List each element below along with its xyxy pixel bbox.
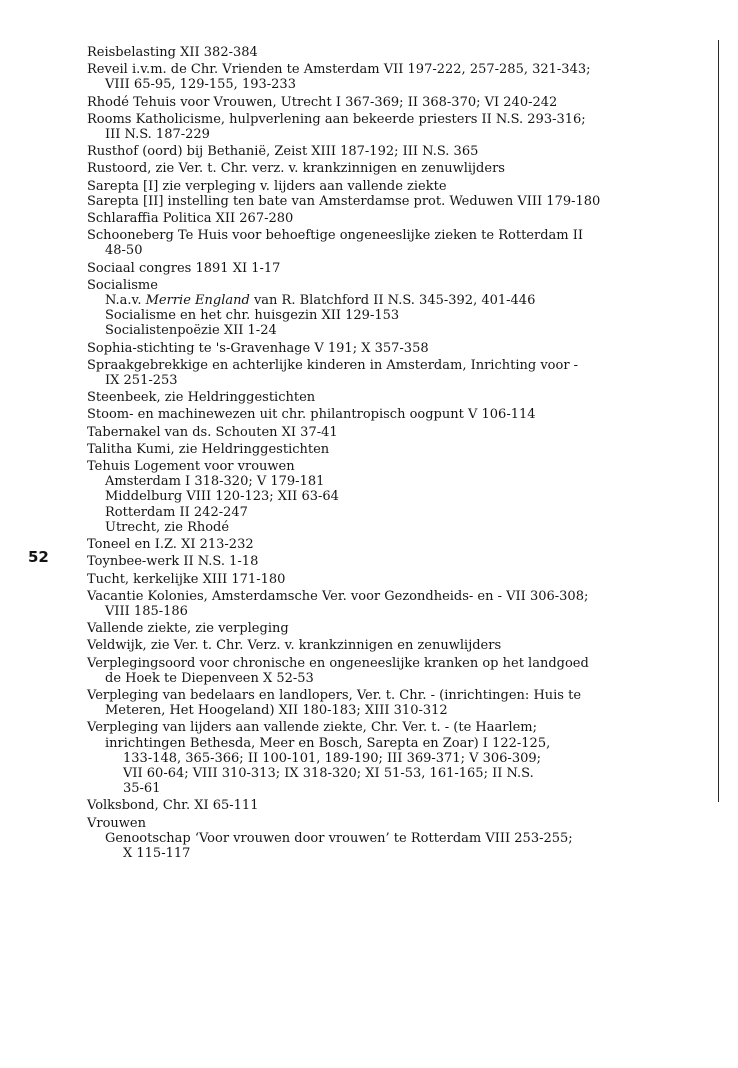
index-list	[87, 45, 692, 863]
page-number: 52	[28, 548, 49, 566]
sub-entry: Socialisme en het chr. huisgezin XII 129-153	[105, 308, 400, 324]
index-entry	[87, 161, 692, 176]
index-entry	[87, 144, 692, 159]
index-entry	[87, 442, 692, 457]
margin-rule	[718, 40, 719, 802]
entry-line: 48-50	[105, 243, 143, 259]
entry-line: de Hoek te Diepenveen X 52-53	[105, 670, 314, 686]
sub-entry-suffix: van R. Blatchford II N.S. 345-392, 401-446	[249, 293, 536, 309]
entry-line: Reisbelasting XII 382-384	[87, 45, 258, 60]
index-entry	[87, 358, 692, 388]
entry-line: IX 251-253	[105, 373, 178, 389]
entry-line: Spraakgebrekkige en achterlijke kinderen in Amsterdam, Inrichting voor -	[87, 357, 579, 373]
index-entry	[87, 194, 692, 209]
entry-line: Talitha Kumi, zie Heldringgestichten	[87, 441, 330, 457]
entry-line: Rooms Katholicisme, hulpverlening aan bekeerde priesters II N.S. 293-316;	[87, 111, 586, 127]
entry-line: Verpleging van lijders aan vallende ziekte, Chr. Ver. t. - (te Haarlem;	[87, 720, 538, 736]
sub-entry-prefix: N.a.v.	[105, 293, 146, 309]
entry-line: Schlaraffia Politica XII 267-280	[87, 211, 294, 227]
entry-line: VIII 65-95, 129-155, 193-233	[105, 77, 296, 93]
entry-line: Steenbeek, zie Heldringgestichten	[87, 390, 316, 406]
index-entry	[87, 95, 692, 110]
index-entry	[87, 688, 692, 718]
sub-entry	[87, 293, 692, 308]
entry-line: Vacantie Kolonies, Amsterdamsche Ver. voor Gezondheids- en - VII 306-308;	[87, 588, 589, 604]
index-entry	[87, 589, 692, 619]
index-entry	[87, 45, 692, 60]
entry-line: Rhodé Tehuis voor Vrouwen, Utrecht I 367-369; II 368-370; VI 240-242	[87, 94, 558, 110]
sub-entry: Rotterdam II 242-247	[105, 504, 248, 520]
entry-line: Schooneberg Te Huis voor behoeftige ongeneeslijke zieken te Rotterdam II	[87, 228, 584, 244]
entry-line: Verplegingsoord voor chronische en ongeneeslijke kranken op het landgoed	[87, 655, 589, 671]
index-entry	[87, 62, 692, 92]
index-entry	[87, 638, 692, 653]
entry-line: Veldwijk, zie Ver. t. Chr. Verz. v. krankzinnigen en zenuwlijders	[87, 638, 502, 654]
book-title: Merrie England	[145, 293, 250, 309]
index-entry	[87, 261, 692, 276]
entry-line: Reveil i.v.m. de Chr. Vrienden te Amsterdam VII 197-222, 257-285, 321-343;	[87, 62, 591, 78]
sub-entry: Amsterdam I 318-320; V 179-181	[105, 474, 325, 490]
index-entry	[87, 278, 692, 339]
index-entry	[87, 621, 692, 636]
entry-line: VIII 185-186	[105, 603, 188, 619]
entry-line: Toynbee-werk II N.S. 1-18	[87, 554, 259, 570]
index-entry	[87, 720, 692, 796]
entry-line: Verpleging van bedelaars en landlopers, Ver. t. Chr. - (inrichtingen: Huis te	[87, 687, 582, 703]
sub-entry: 35-61	[123, 781, 161, 797]
entry-line: Volksbond, Chr. XI 65-111	[87, 798, 259, 814]
index-entry	[87, 459, 692, 535]
index-entry	[87, 425, 692, 440]
entry-line: Sarepta [II] instelling ten bate van Amsterdamse prot. Weduwen VIII 179-180	[87, 193, 601, 209]
index-entry	[87, 341, 692, 356]
index-entry	[87, 656, 692, 686]
index-entry	[87, 816, 692, 862]
sub-entry: Middelburg VIII 120-123; XII 63-64	[105, 489, 339, 505]
index-entry	[87, 211, 692, 226]
entry-line: Rusthof (oord) bij Bethanië, Zeist XIII 187-192; III N.S. 365	[87, 144, 479, 160]
sub-entry: inrichtingen Bethesda, Meer en Bosch, Sarepta en Zoar) I 122-125,	[105, 735, 551, 751]
index-entry	[87, 407, 692, 422]
sub-entry: Utrecht, zie Rhodé	[105, 519, 230, 535]
index-entry	[87, 554, 692, 569]
index-entry	[87, 112, 692, 142]
entry-line: Meteren, Het Hoogeland) XII 180-183; XIII 310-312	[105, 703, 448, 719]
entry-line: Rustoord, zie Ver. t. Chr. verz. v. krankzinnigen en zenuwlijders	[87, 161, 505, 177]
index-entry	[87, 179, 692, 194]
sub-entry: Socialistenpoëzie XII 1-24	[105, 323, 277, 339]
index-entry	[87, 390, 692, 405]
entry-line: Socialisme	[87, 277, 158, 293]
index-entry	[87, 537, 692, 552]
entry-line: Sociaal congres 1891 XI 1-17	[87, 260, 281, 276]
index-entry	[87, 572, 692, 587]
index-entry	[87, 228, 692, 258]
sub-entry: Genootschap ‘Voor vrouwen door vrouwen’ te Rotterdam VIII 253-255;	[105, 830, 573, 846]
entry-line: Vrouwen	[87, 815, 146, 831]
entry-line: Vallende ziekte, zie verpleging	[87, 621, 289, 637]
entry-line: III N.S. 187-229	[105, 127, 210, 143]
sub-entry: 133-148, 365-366; II 100-101, 189-190; III 369-371; V 306-309;	[123, 750, 542, 766]
entry-line: Stoom- en machinewezen uit chr. philantropisch oogpunt V 106-114	[87, 407, 536, 423]
entry-line: Tehuis Logement voor vrouwen	[87, 459, 295, 475]
entry-line: Toneel en I.Z. XI 213-232	[87, 537, 254, 553]
sub-entry: VII 60-64; VIII 310-313; IX 318-320; XI 51-53, 161-165; II N.S.	[123, 765, 534, 781]
entry-line: Sophia-stichting te 's-Gravenhage V 191; X 357-358	[87, 340, 429, 356]
index-entry	[87, 798, 692, 813]
sub-entry: X 115-117	[123, 845, 191, 861]
entry-line: Tabernakel van ds. Schouten XI 37-41	[87, 424, 338, 440]
entry-line: Tucht, kerkelijke XIII 171-180	[87, 571, 286, 587]
entry-line: Sarepta [I] zie verpleging v. lijders aan vallende ziekte	[87, 178, 447, 194]
